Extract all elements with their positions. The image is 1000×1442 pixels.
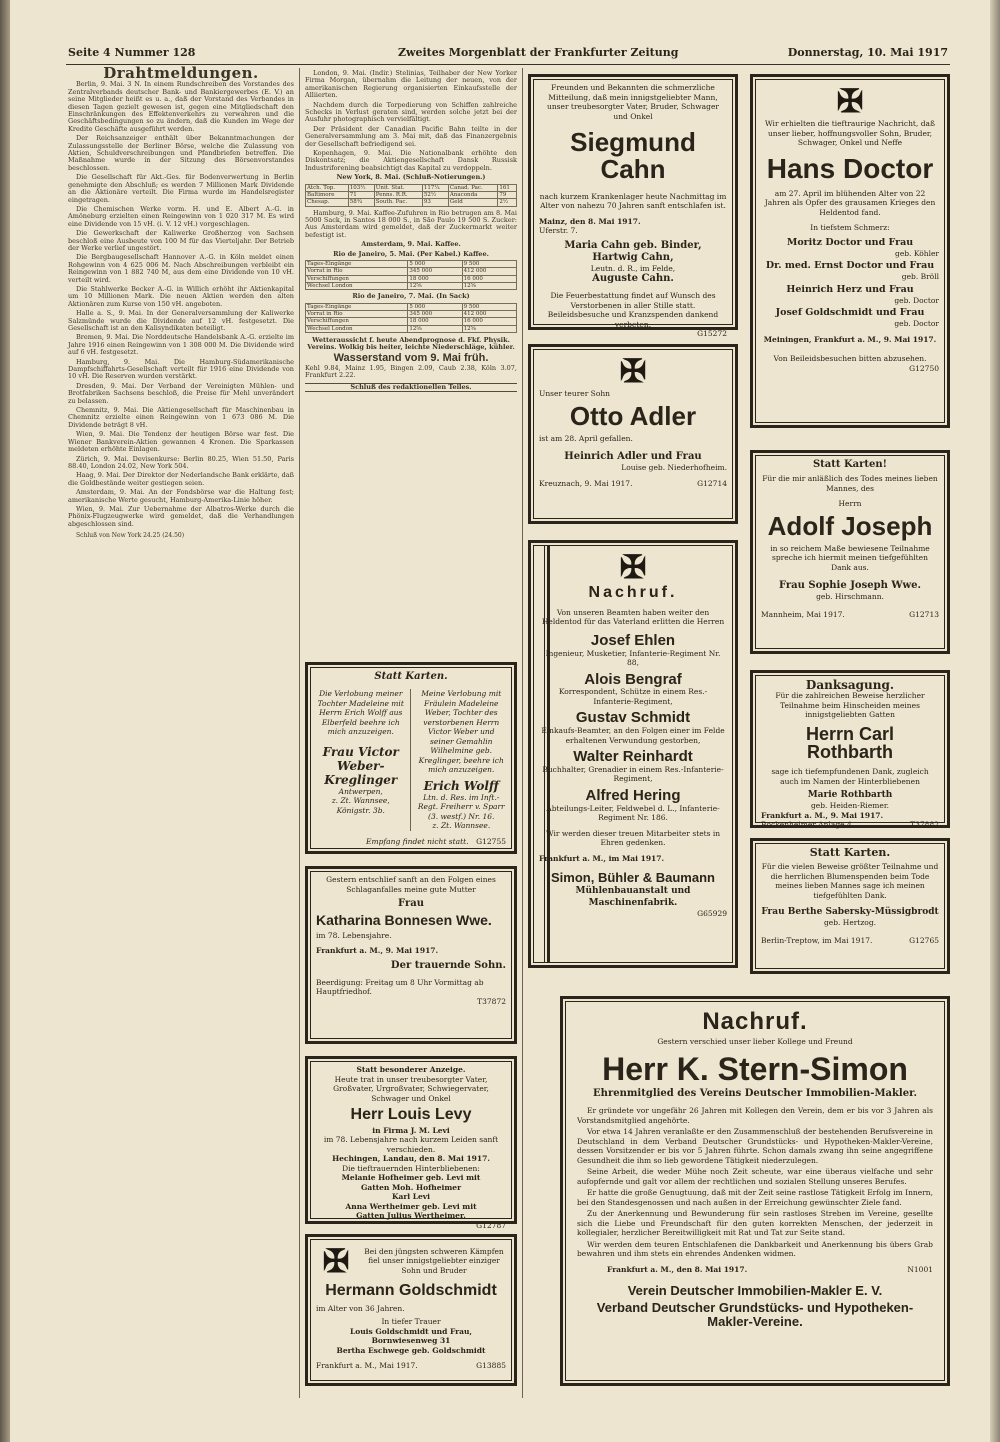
ad-rothbarth-address: Bockenheimer Anlage 4. [761,820,855,830]
iron-cross-icon: ✠ [619,352,647,390]
news-paragraph: Die Gewerkschaft der Kaliwerke Großherzog von Sachsen beschloß eine Ausbeute von 100 M für das Vierteljahr. Der Betrieb der Werke verlief ungestört. [68,229,294,252]
ad-levy-family-member: Melanie Hofheimer geb. Levi mit [341,1173,481,1183]
ad-adler-code: G12714 [697,478,727,488]
ad-doctor-place: Meiningen, Frankfurt a. M., 9. Mai 1917. [763,334,937,344]
table-cell: 12⅝ [462,282,516,289]
ad-nachruf-person-desc: Abteilungs-Leiter, Feldwebel d. L., Infanterie-Regiment Nr. 186. [546,803,720,823]
ad-cahn-family-1: Maria Cahn geb. Binder, [564,239,702,251]
table-cell: 117¼ [422,184,448,191]
news-paragraph: Haag, 9. Mai. Der Direktor der Nederlandsche Bank erklärte, daß die Goldbestände weiter gestiegen seien. [68,471,294,487]
water-level-text: Kehl 9.84, Mainz 1.95, Bingen 2.09, Caub 2.38, Köln 3.07, Frankfurt 2.22. [305,364,517,380]
news-paragraph: Amsterdam, 9. Mai. An der Fondsbörse war die Haltung fest; amerikanische Werte gesucht, Hamburg-Amerika-Linie höher. [68,488,294,504]
news-paragraph: Berlin, 9. Mai. 3 N. In einem Rundschreiben des Vorstandes des Zentralverbands deutscher Bank- und Bankiergewerbes (E. V.) an seine Mitglieder heißt es u. a., daß der Vorstand des Verbandes in diesen Tagen gezielt gewesen ist, gegen eine Mitgliedschaft den Einschränkungen des Effektenverkehrs zu verwahren und die Geschäftsbedingungen so zu ändern, daß die Kunden im Wege der Kredite Geschäfte ausgeführt werden. [68,80,294,133]
table-cell: 345 000 [408,268,462,275]
ad-goldschmidt-age: im Alter von 36 Jahren. [316,1303,405,1313]
ad-levy-sorrow: Die tieftrauernden Hinterbliebenen: [342,1163,480,1173]
section-title: Drahtmeldungen. [103,64,259,82]
table-cell: Wechsel London [306,325,408,332]
ad-levy-name: Herr Louis Levy [350,1106,472,1123]
news-paragraph: Der Präsident der Canadian Pacific Bahn teilte in der Generalversammlung am 3. Mai mit, daß das Finanzergebnis der Gesellschaft befriedigend sei. [305,124,517,148]
ad-nachruf-person-name: Walter Reinhardt [573,748,693,766]
news-column-middle [305,70,517,652]
ad-rothbarth-code: T37882 [910,820,939,830]
ad-levy-head: Statt besonderer Anzeige. [356,1065,466,1074]
ad-sabersky-text: Für die vielen Beweise größter Teilnahme und die herrlichen Blumenspenden beim Tode meines lieben Mannes sage ich meinen tiefgefühlten Dank. [761,862,939,900]
ad-bonnesen-place: Frankfurt a. M., 9. Mai 1917. [316,946,439,956]
ad-stern-org-2: Verband Deutscher Grundstücks- und Hypotheken-Makler-Vereine. [596,1300,914,1330]
rio-title: Rio de Janeiro, 5. Mai. (Per Kabel.) Kaffee. [333,249,489,258]
ad-joseph-name: Adolf Joseph [767,510,933,541]
ad-doctor-note: Von Beileidsbesuchen bitten abzusehen. [773,354,927,364]
ad-cahn-address: Uferstr. 7. [539,226,578,236]
ad-levy [305,1056,517,1230]
ad-rothbarth-family: Marie Rothbarth [807,790,893,801]
table-cell: Atch. Top. [306,184,349,191]
ad-nachruf-person-name: Josef Ehlen [590,631,676,649]
ad-joseph-place: Mannheim, Mai 1917. [761,609,845,619]
table-cell: 12⅝ [408,282,462,289]
ad-stern-paragraph: Seine Arbeit, die weder Mühe noch Zeit scheute, war eine überaus vielfache und sehr aufopfernde und galt vor allem der rechtlichen und sozialen Stellung unseres Berufes. [577,1167,933,1186]
table-cell: 412 000 [462,268,516,275]
table-cell: 345 000 [408,310,462,317]
ad-engagement-left-place: Antwerpen, [338,786,383,796]
table-cell: 103½ [348,184,374,191]
table-cell: Verschiffungen [306,318,408,325]
table-cell: Geld [448,199,497,206]
rio-sack-table [305,303,517,333]
table-cell: 161 [498,184,517,191]
table-cell: Chesap. [306,199,349,206]
ny-title: New York, 8. Mai. (Schluß-Notierungen.) [336,173,486,182]
ad-cahn-family-3: Leutn. d. R., im Felde, [590,263,676,273]
ad-stern-simon [560,996,950,1386]
ad-adler-name: Otto Adler [569,400,697,431]
ad-bonnesen-sign: Der trauernde Sohn. [390,959,506,971]
news-paragraph: Bremen, 9. Mai. Die Norddeutsche Handelsbank A.-G. erzielte im Jahre 1916 einen Reingewinn von 1 308 000 M. Die Dividende wird auf 6 vH. festgesetzt. [68,333,294,357]
ad-doctor-family-sub: geb. Doctor [894,319,939,329]
ad-nachruf-code: G65929 [697,908,727,918]
news-column-left [68,64,294,1400]
ad-engagement-right-addr: z. Zt. Wannsee. [432,821,491,830]
table-row [306,191,517,198]
ad-nachruf-intro: Von unseren Beamten haben weiter den Heldentod für das Vaterland erlitten die Herren [541,607,725,627]
table-cell: 12⅝ [408,325,462,332]
ad-levy-family-member: Gatten Julius Wertheimer. [356,1211,466,1221]
ad-adler-place: Kreuznach, 9. Mai 1917. [539,478,633,488]
ad-bonnesen-name: Katharina Bonnesen Wwe. [316,912,492,928]
ad-levy-intro: Heute trat in unser treubesorgter Vater, Großvater, Urgroßvater, Schwiegervater, Schwager und Onkel [333,1074,489,1103]
ad-cahn-name: Siegmund Cahn [570,127,696,185]
table-cell: Anaconda [448,191,497,198]
ad-nachruf-person-desc: Einkaufs-Beamter, an den Folgen einer im Felde erhaltenen Verwundung gestorben, [541,726,725,745]
hamburg-report: Hamburg, 9. Mai. Kaffee-Zufuhren in Rio betrugen am 8. Mai 5000 Sack, in Santos 18 000 S., in São Paulo 19 500 S. Zucker: Aus Amsterdam wird gemeldet, daß der Zuckermarkt weiter befestigt ist. [305,208,517,239]
ad-doctor-family-sub: geb. Doctor [894,295,939,305]
ad-engagement-code: G12755 [476,836,506,846]
ad-doctor-family-sub: geb. Bröll [901,272,939,282]
ad-nachruf-person-name: Alfred Hering [585,786,681,804]
ad-bonnesen-funeral: Beerdigung: Freitag um 8 Uhr Vormittag ab Hauptfriedhof. [316,977,484,997]
ad-rothbarth-name: Herrn Carl Rothbarth [805,723,895,763]
table-cell: Vorrat in Rio [306,268,408,275]
ad-bonnesen-code: T37872 [477,996,506,1006]
ad-adler-intro: Unser teurer Sohn [539,389,610,398]
table-cell: 52½ [422,191,448,198]
ad-cahn-code: G15272 [697,329,727,339]
ad-levy-text: im 78. Lebensjahre nach kurzem Leiden sanft verschieden. [323,1135,499,1154]
table-cell: Baltimore [306,191,349,198]
ad-nachruf-firm-name: Simon, Bühler & Baumann [551,870,715,886]
book-spine [0,0,10,1442]
ad-nachruf-title: Nachruf. [588,584,678,601]
ad-levy-family-member: Gatten Moh. Hofheimer [360,1182,462,1192]
ad-rothbarth [750,670,950,828]
ad-doctor-sorrow: In tiefstem Schmerz: [810,223,890,233]
ad-engagement-left-addr: z. Zt. Wannsee, Königstr. 3b. [331,796,390,815]
news-paragraph: Die Gesellschaft für Akt.-Ges. für Bodenverwertung in Berlin genehmigte den Abschluß; es werden 7 Millionen Mark Dividende an die Aktionäre verteilt. Die Firma wurde im Handelsregister eingetragen. [68,173,294,204]
table-row [306,268,517,275]
table-row [306,275,517,282]
ad-nachruf-person-name: Gustav Schmidt [575,709,691,727]
ad-stern-org-1: Verein Deutscher Immobilien-Makler E. V. [627,1282,883,1298]
ad-levy-family-member: Anna Wertheimer geb. Levi mit [345,1201,477,1211]
ad-bonnesen-age: im 78. Lebensjahre. [316,930,392,940]
ad-sabersky-family-sub: geb. Hertzog. [823,918,877,927]
news-paragraph: Chemnitz, 9. Mai. Die Aktiengesellschaft für Maschinenbau in Chemnitz erzielte einen Reingewinn von 1 673 086 M. Die Dividende beträgt 8 vH. [68,406,294,429]
ny-market-table [305,184,517,207]
news-paragraph: Dresden, 9. Mai. Der Verband der Vereinigten Mühlen- und Brotfabriken Sachsens beschloß, die Preise für Mehl unverändert zu belassen. [68,381,294,405]
table-row [306,318,517,325]
ad-engagement-right-name: Erich Wolff [423,778,499,793]
table-cell: Penns. R.R. [374,191,422,198]
ad-stern-place: Frankfurt a. M., den 8. Mai 1917. [607,1264,748,1274]
ad-joseph-head: Statt Karten! [812,459,888,470]
news-paragraph: Halle a. S., 9. Mai. In der Generalversammlung der Kaliwerke Salzmünde wurde die Dividende auf 12 vH. festgesetzt. Die Gesellschaft ist an den Kalisyndikaten beteiligt. [68,309,294,332]
column-rule [299,68,300,1398]
table-cell: 71 [348,191,374,198]
table-row [306,310,517,317]
news-paragraph: Nachdem durch die Torpedierung von Schiffen zahlreiche Schecks in Verlust geraten sind, werden solche jetzt bei der Ausfuhr photographisch vervielfältigt. [305,100,517,124]
ad-nachruf-person-desc: Buchhalter, Grenadier in einem Res.-Infanterie-Regiment, [542,764,724,784]
page-header [68,46,948,64]
ad-rothbarth-family-sub: geb. Heiden-Riemer. [811,801,889,811]
ad-sabersky [750,838,950,974]
rio-coffee-table [305,260,517,290]
ad-bonnesen-intro: Gestern entschlief sanft an den Folgen eines Schlaganfalles meine gute Mutter [326,875,496,894]
rio-title-2: Rio de Janeiro, 7. Mai. (In Sack) [352,292,470,301]
iron-cross-icon: ✠ [322,1242,350,1280]
ad-stern-paragraph: Zu der Anerkennung und Bewunderung für sein rastloses Streben im Vereine, gesellte sich die Liebe und Freundschaft für den guten korrekten Menschen, der jederzeit in kollegialer, herzlicher Bereitwilligkeit mit Rat und Tat zur Seite stand. [577,1209,933,1238]
ad-cahn [528,74,738,339]
table-row [306,261,517,268]
table-cell: 5 000 [408,303,462,310]
ad-joseph-family-sub: geb. Hirschmann. [816,592,884,602]
news-paragraph: Kopenhagen, 9. Mai. Die Nationalbank erhöhte den Diskontsatz; die Aktiengesellschaft Dansk Russisk Industriforening beabsichtigt das Kapital zu verdoppeln. [305,149,517,172]
table-cell: Tages-Eingänge [306,303,408,310]
ad-stern-paragraph: Vor etwa 14 Jahren veranlaßte er den Zusammenschluß der bestehenden Berufsvereine in Deutschland in dem Verband Deutscher Grundstücks- und Hypotheken-Makler-Vereine, dessen Vorsitzender er bis vor 5 Jahren führte. Schon damals zwang ihn seine angegriffene Gesundheit die ihm so lieb gewordene Tätigkeit niederzulegen. [577,1127,933,1165]
news-paragraph: Die Bergbaugesellschaft Hannover A.-G. in Köln meldet einen Rohgewinn von 4 625 006 M. Nach Abschreibungen verbleibt ein Reingewinn von 1 882 740 M, aus dem eine Dividende von 10 vH. verteilt wird. [68,253,294,284]
table-cell: 12⅝ [462,325,516,332]
news-paragraph: Die Stahlwerke Becker A.-G. in Willich erhöht ihr Aktienkapital um 10 Millionen Mark. Die neuen Aktien werden den alten Aktionären zum Kurse von 150 vH. angeboten. [68,284,294,308]
ad-cahn-family-4: Auguste Cahn. [592,273,674,285]
page-number: Seite 4 Nummer 128 [68,46,196,59]
ad-doctor-family-sub: geb. Köhler [895,248,939,258]
ad-goldschmidt-intro: Bei den jüngsten schweren Kämpfen fiel unser innigstgeliebter einziger Sohn und Bruder [364,1246,504,1275]
table-row [306,282,517,289]
news-paragraph: Die Chemischen Werke vorm. H. und E. Albert A.-G. in Amöneburg erzielten einen Reingewinn von 1 020 317 M. Es wird eine Dividende von 15 vH. (i. V. 12 vH.) vorgeschlagen. [68,204,294,228]
ad-rothbarth-head: Danksagung. [805,678,895,692]
ad-doctor-text: am 27. April im blühenden Alter von 22 Jahren als Opfer des grausamen Krieges den Heldentod fand. [764,188,936,217]
ad-stern-paragraph: Er hatte die große Genugtuung, daß mit der Zeit seine rastlose Tätigkeit Erfolg im Innern, bei den Standesgenossen und nach außen in der Erreichung gewünschter Ziele fand. [577,1188,933,1207]
ad-goldschmidt [305,1234,517,1386]
table-cell: 58¾ [348,199,374,206]
ad-nachruf-text: Wir werden dieser treuen Mitarbeiter stets in Ehren gedenken. [545,828,721,848]
ad-levy-place: Hechingen, Landau, den 8. Mai 1917. [332,1154,490,1164]
table-cell: 2½ [498,199,517,206]
table-cell: Canad. Pac. [448,184,497,191]
ad-sabersky-head: Statt Karten. [809,846,891,859]
water-level-title: Wasserstand vom 9. Mai früh. [333,351,489,364]
table-cell: Vorrat in Rio [306,310,408,317]
table-cell: Unit. Stat. [374,184,422,191]
ad-adler-text: ist am 28. April gefallen. [539,433,633,443]
news-paragraph: Wien, 9. Mai. Die Tendenz der heutigen Börse war fest. Die Wiener Bankverein-Aktien gewannen 4 Kronen. Die Sparkassen meldeten erhöhte Einlagen. [68,430,294,454]
table-cell: 79 [498,191,517,198]
iron-cross-icon: ✠ [836,82,864,120]
ad-doctor-family-name: Dr. med. Ernst Doctor und Frau [765,260,935,272]
ad-engagement-left-text: Die Verlobung meiner Tochter Madeleine mit Herrn Erich Wolff aus Elberfeld beehre ich mich anzuzeigen. [317,689,404,736]
table-row [306,184,517,191]
ad-nachruf-firm [528,540,738,968]
ad-nachruf-person-desc: Korrespondent, Schütze in einem Res.-Infanterie-Regiment, [558,687,708,706]
issue-date: Donnerstag, 10. Mai 1917 [787,46,948,59]
ad-rothbarth-place: Frankfurt a. M., 9. Mai 1917. [761,810,884,820]
ad-goldschmidt-name: Hermann Goldschmidt [325,1282,497,1299]
page-edge [990,0,1000,1442]
ad-sabersky-place: Berlin-Treptow, im Mai 1917. [761,935,873,945]
ad-stern-paragraph: Wir werden dem teuren Entschlafenen die Dankbarkeit und Anerkennung bis übers Grab bewahren und ihm stets ein ehrendes Andenken widmen. [577,1239,933,1259]
iron-cross-icon: ✠ [619,548,647,586]
ad-cahn-text: nach kurzem Krankenlager heute Nachmittag im Alter von nahezu 70 Jahren sanft entschlafen ist. [539,191,727,211]
editorial-end: Schluß des redaktionellen Teiles. [305,383,517,392]
ad-engagement-right-sub: Ltn. d. Res. im Inft.-Regt. Freiherr v. Sparr (3. westf.) Nr. 16. [417,792,505,821]
table-cell: 16 000 [462,318,516,325]
ad-adler-family: Heinrich Adler und Frau [564,451,702,463]
news-paragraph: London, 9. Mai. (Indir.) Stelinias, Teilhaber der New Yorker Firma Morgan, übernahm die Leitung der neuen, von der amerikanischen Regierung organisierten Einkaufsstelle der Alliierten. [305,69,517,100]
ad-engagement-left-name: Frau Victor Weber-Kreglinger [322,744,399,787]
column-rule [522,68,523,1398]
ad-doctor-family-name: Josef Goldschmidt und Frau [775,307,925,319]
news-paragraph: Zürich, 9. Mai. Devisenkurse: Berlin 80.25, Wien 51.50, Paris 88.40, London 24.02, New York 504. [68,454,294,470]
ad-nachruf-place: Frankfurt a. M., im Mai 1917. [539,853,665,863]
column-footer: Schluß von New York 24.25 (24.50) [76,532,185,540]
ad-nachruf-person-name: Alois Bengraf [584,670,682,688]
ad-doctor-family-name: Heinrich Herz und Frau [786,283,914,295]
ad-cahn-note: Die Feuerbestattung findet auf Wunsch des Verstorbenen in aller Stille statt. Beileidsbesuche und Kranzspenden dankend verbeten. [547,291,719,329]
weather-forecast: Wetteraussicht f. heute Abendprognose d. Fkf. Physik. Vereins. Wolkig bis heiter, leichte Niederschläge, kühler. [307,335,515,352]
ad-goldschmidt-code: G13885 [476,1361,506,1371]
ad-doctor-family-name: Moritz Doctor und Frau [786,236,914,248]
ad-rothbarth-intro: Für die zahlreichen Beweise herzlicher Teilnahme beim Hinscheiden meines innigstgeliebten Gatten [775,691,925,719]
table-cell: South. Pac. [374,199,422,206]
ad-doctor-name: Hans Doctor [766,152,934,184]
ad-engagement-right-text: Meine Verlobung mit Fräulein Madeleine Weber, Tochter des verstorbenen Herrn Victor Weber und seiner Gemahlin Wilhelmine geb. Kreglinger, beehre ich mich anzuzeigen. [418,689,504,774]
ad-cahn-family-2: Hartwig Cahn, [592,251,674,263]
amsterdam-title: Amsterdam, 9. Mai. Kaffee. [361,240,461,249]
newspaper-title: Zweites Morgenblatt der Frankfurter Zeitung [398,46,679,59]
ad-rothbarth-text: sage ich tiefempfundenen Dank, zugleich auch im Namen der Hinterbliebenen [771,767,929,786]
ad-levy-firm: in Firma J. M. Levi [372,1125,450,1135]
ad-joseph [750,450,950,654]
ad-stern-title: Nachruf. [702,1008,808,1035]
ad-stern-paragraph: Er gründete vor ungefähr 26 Jahren mit Kollegen den Verein, dem er bis vor 3 Jahren als Vorstandsmitglied angehörte. [577,1106,933,1125]
ad-stern-code: N1001 [907,1264,933,1274]
ad-sabersky-family: Frau Berthe Sabersky-Müssigbrodt [761,907,939,917]
table-cell: 16 000 [462,275,516,282]
table-cell: 5 000 [408,261,462,268]
table-cell: Tages-Eingänge [306,261,408,268]
table-cell: 9 500 [462,261,516,268]
ad-bonnesen-frau: Frau [398,898,424,909]
table-cell: 18 000 [408,275,462,282]
ad-joseph-family: Frau Sophie Joseph Wwe. [778,580,922,592]
ad-adler-family-sub: Louise geb. Niederhofheim. [621,463,727,473]
table-row [306,303,517,310]
news-paragraph: Hamburg, 9. Mai. Die Hamburg-Südamerikanische Dampfschiffahrts-Gesellschaft verteilt für 1916 eine Dividende von 10 vH. Die Reserven wurden verstärkt. [68,357,294,381]
news-paragraph: Wien, 9. Mai. Zur Uebernahme der Albatros-Werke durch die Phönix-Flugzeugwerke wird gemeldet, daß die Verhandlungen abgeschlossen sind. [68,504,294,528]
ad-levy-code: G12787 [476,1220,506,1230]
table-cell: Wechsel London [306,282,408,289]
ad-goldschmidt-family-2: Bertha Eschwege geb. Goldschmidt [336,1345,486,1355]
news-paragraph: Der Reichsanzeiger enthält über Bekanntmachungen der Zulassungsstelle der Berliner Börse, welche die Zulassung von Aktien, Schuldverschreibungen und Pfandbriefen betreffen. Die Maßnahme wurde in der Sitzung des Börsenvorstandes beschlossen. [68,134,294,172]
table-cell: 93 [422,199,448,206]
ad-goldschmidt-sorrow: In tiefer Trauer [381,1317,441,1327]
ad-levy-family-member: Karl Levi [391,1192,431,1202]
table-cell: 412 000 [462,310,516,317]
ad-nachruf-firm-sub: Mühlenbauanstalt und Maschinenfabrik. [575,885,691,908]
ad-joseph-herr: Herrn [838,499,862,508]
ad-engagement [305,662,517,854]
ad-doctor-code: G12750 [909,363,939,373]
ad-goldschmidt-family-1: Louis Goldschmidt und Frau, Bornwiesenweg 31 [349,1326,473,1346]
ad-stern-name: Herr K. Stern-Simon [602,1050,908,1087]
ad-nachruf-person-desc: Ingenieur, Musketier, Infanterie-Regiment Nr. 88, [545,648,721,668]
ad-stern-intro: Gestern verschied unser lieber Kollege und Freund [657,1037,853,1047]
table-row [306,199,517,206]
table-row [306,325,517,332]
table-cell: Verschiffungen [306,275,408,282]
ad-cahn-place: Mainz, den 8. Mai 1917. [539,216,641,226]
ad-doctor [750,74,950,428]
ad-cahn-intro: Freunden und Bekannten die schmerzliche Mitteilung, daß mein innigstgeliebter Mann, unser treubesorgter Vater, Bruder, Schwager und Onkel [547,83,719,121]
ad-doctor-intro: Wir erhielten die tieftraurige Nachricht, daß unser lieber, hoffnungsvoller Sohn, Bruder, Schwager, Onkel und Neffe [764,119,935,147]
ad-adler [528,344,738,524]
ad-goldschmidt-place: Frankfurt a. M., Mai 1917. [316,1361,418,1371]
table-cell: 18 000 [408,318,462,325]
ad-stern-honor: Ehrenmitglied des Vereins Deutscher Immobilien-Makler. [593,1088,917,1100]
ad-bonnesen [305,866,517,1044]
ad-engagement-foot: Empfang findet nicht statt. [366,836,469,846]
ad-joseph-text: in so reichem Maße bewiesene Teilnahme spreche ich hiermit meinen tiefgefühlten Dank aus. [770,543,930,572]
ad-engagement-head: Statt Karten. [374,671,448,682]
ad-joseph-intro: Für die mir anläßlich des Todes meines lieben Mannes, des [762,474,938,493]
ad-sabersky-code: G12765 [909,935,939,945]
ad-joseph-code: G12713 [909,609,939,619]
table-cell: 9 500 [462,303,516,310]
